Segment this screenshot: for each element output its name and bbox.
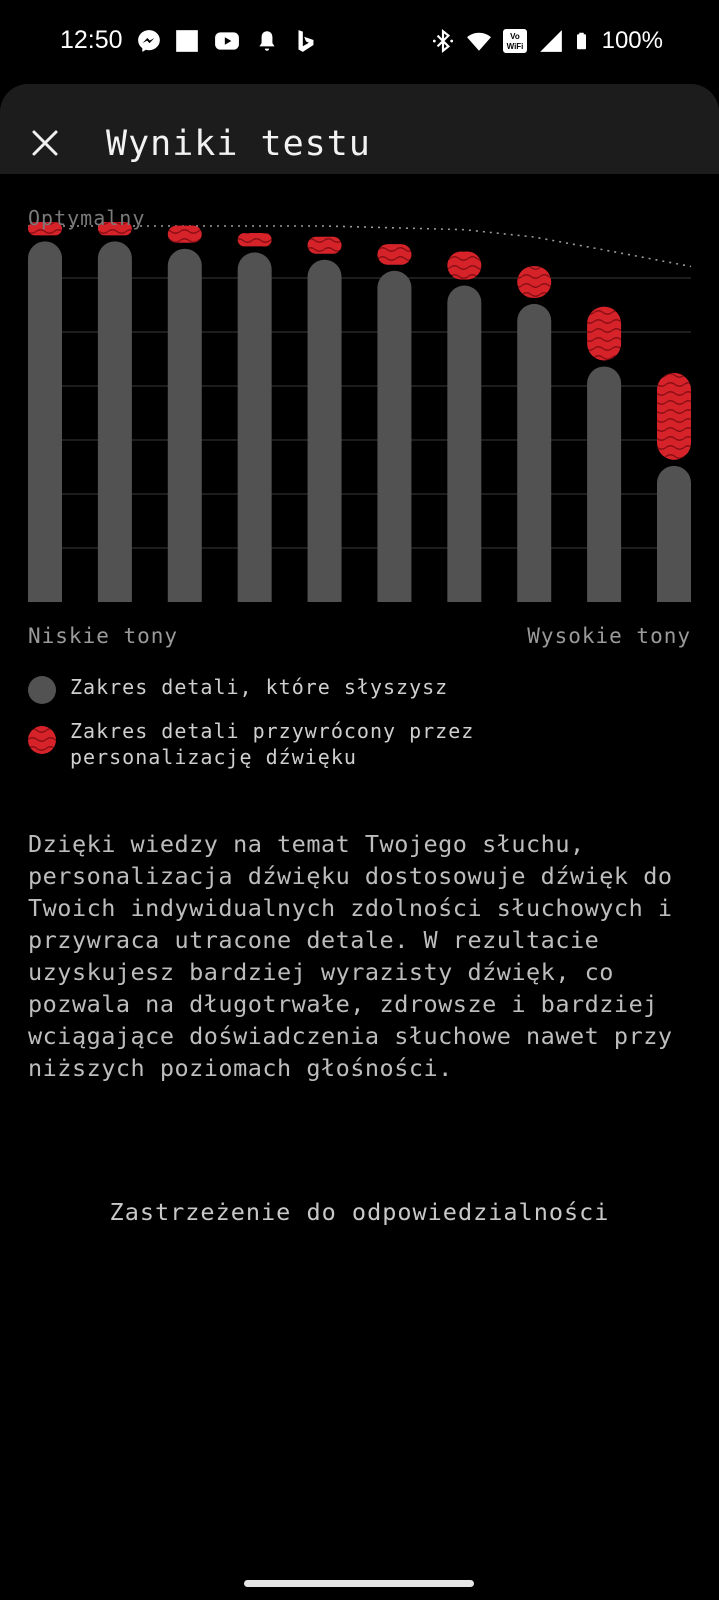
- legend-swatch-heard: [28, 676, 56, 704]
- bar-heard-1: [28, 241, 62, 602]
- bar-restored-10: [657, 373, 691, 460]
- bar-restored-4: [238, 233, 272, 246]
- disclaimer-link[interactable]: Zastrzeżenie do odpowiedzialności: [109, 1198, 610, 1226]
- bar-restored-8: [517, 266, 551, 298]
- legend-label-heard: Zakres detali, które słyszysz: [70, 675, 449, 699]
- close-button[interactable]: [24, 122, 66, 164]
- bluetooth-icon: [430, 28, 456, 54]
- bar-heard-8: [517, 304, 551, 602]
- bar-restored-9: [587, 307, 621, 361]
- optimal-label: Optymalny: [28, 206, 146, 230]
- bar-heard-3: [168, 249, 202, 602]
- bar-restored-7: [447, 251, 481, 279]
- vowifi-icon: [502, 28, 528, 54]
- legend-swatch-restored: [28, 726, 56, 754]
- youtube-icon: [212, 28, 242, 54]
- axis-label-high-tones: Wysokie tony: [527, 624, 691, 648]
- header: [0, 84, 719, 174]
- square-app-icon: [174, 28, 200, 54]
- page-title: Wyniki testu: [106, 124, 371, 164]
- bar-restored-5: [308, 237, 342, 254]
- axis-label-low-tones: Niskie tony: [28, 624, 179, 648]
- bing-icon: [292, 28, 318, 54]
- signal-icon: [538, 28, 564, 54]
- bar-heard-7: [447, 286, 481, 602]
- bar-restored-3: [168, 226, 202, 243]
- status-time: 12:50: [60, 26, 123, 54]
- bar-heard-10: [657, 466, 691, 602]
- home-indicator[interactable]: [244, 1580, 474, 1587]
- legend-item-restored: [28, 718, 688, 770]
- bar-heard-6: [377, 271, 411, 602]
- description-text: Dzięki wiedzy na temat Twojego słuchu, personalizacja dźwięku dostosowuje dźwięk do Twoich indywidualnych zdolności słuchowych i przywraca utracone detale. W rezultacie uzyskujesz bardziej wyrazisty dźwięk, co pozwala na długotrwałe, zdrowsze i bardziej wciągające doświadczenia słuchowe nawet przy niższych poziomach głośności.: [28, 830, 673, 1082]
- bar-heard-4: [238, 252, 272, 602]
- battery-percentage: 100%: [601, 27, 663, 54]
- battery-icon: [574, 28, 592, 54]
- status-icons-right: [430, 27, 663, 55]
- messenger-icon: [136, 28, 162, 54]
- notification-bell-icon: [254, 28, 280, 54]
- bar-heard-9: [587, 366, 621, 602]
- bar-restored-6: [377, 244, 411, 265]
- svg-text:WiFi: WiFi: [506, 42, 524, 51]
- legend-item-heard: [28, 674, 688, 704]
- wifi-icon: [466, 28, 492, 54]
- status-bar: [0, 0, 719, 84]
- hearing-chart-svg: [0, 200, 719, 620]
- status-icons-left: [136, 28, 318, 54]
- close-icon: [31, 129, 59, 157]
- hearing-chart: [0, 200, 719, 660]
- legend-label-restored: Zakres detali przywrócony przez personalizację dźwięku: [70, 719, 475, 769]
- chart-legend: [28, 674, 688, 784]
- bar-heard-2: [98, 241, 132, 602]
- svg-text:Vo: Vo: [509, 32, 520, 41]
- bar-heard-5: [308, 260, 342, 602]
